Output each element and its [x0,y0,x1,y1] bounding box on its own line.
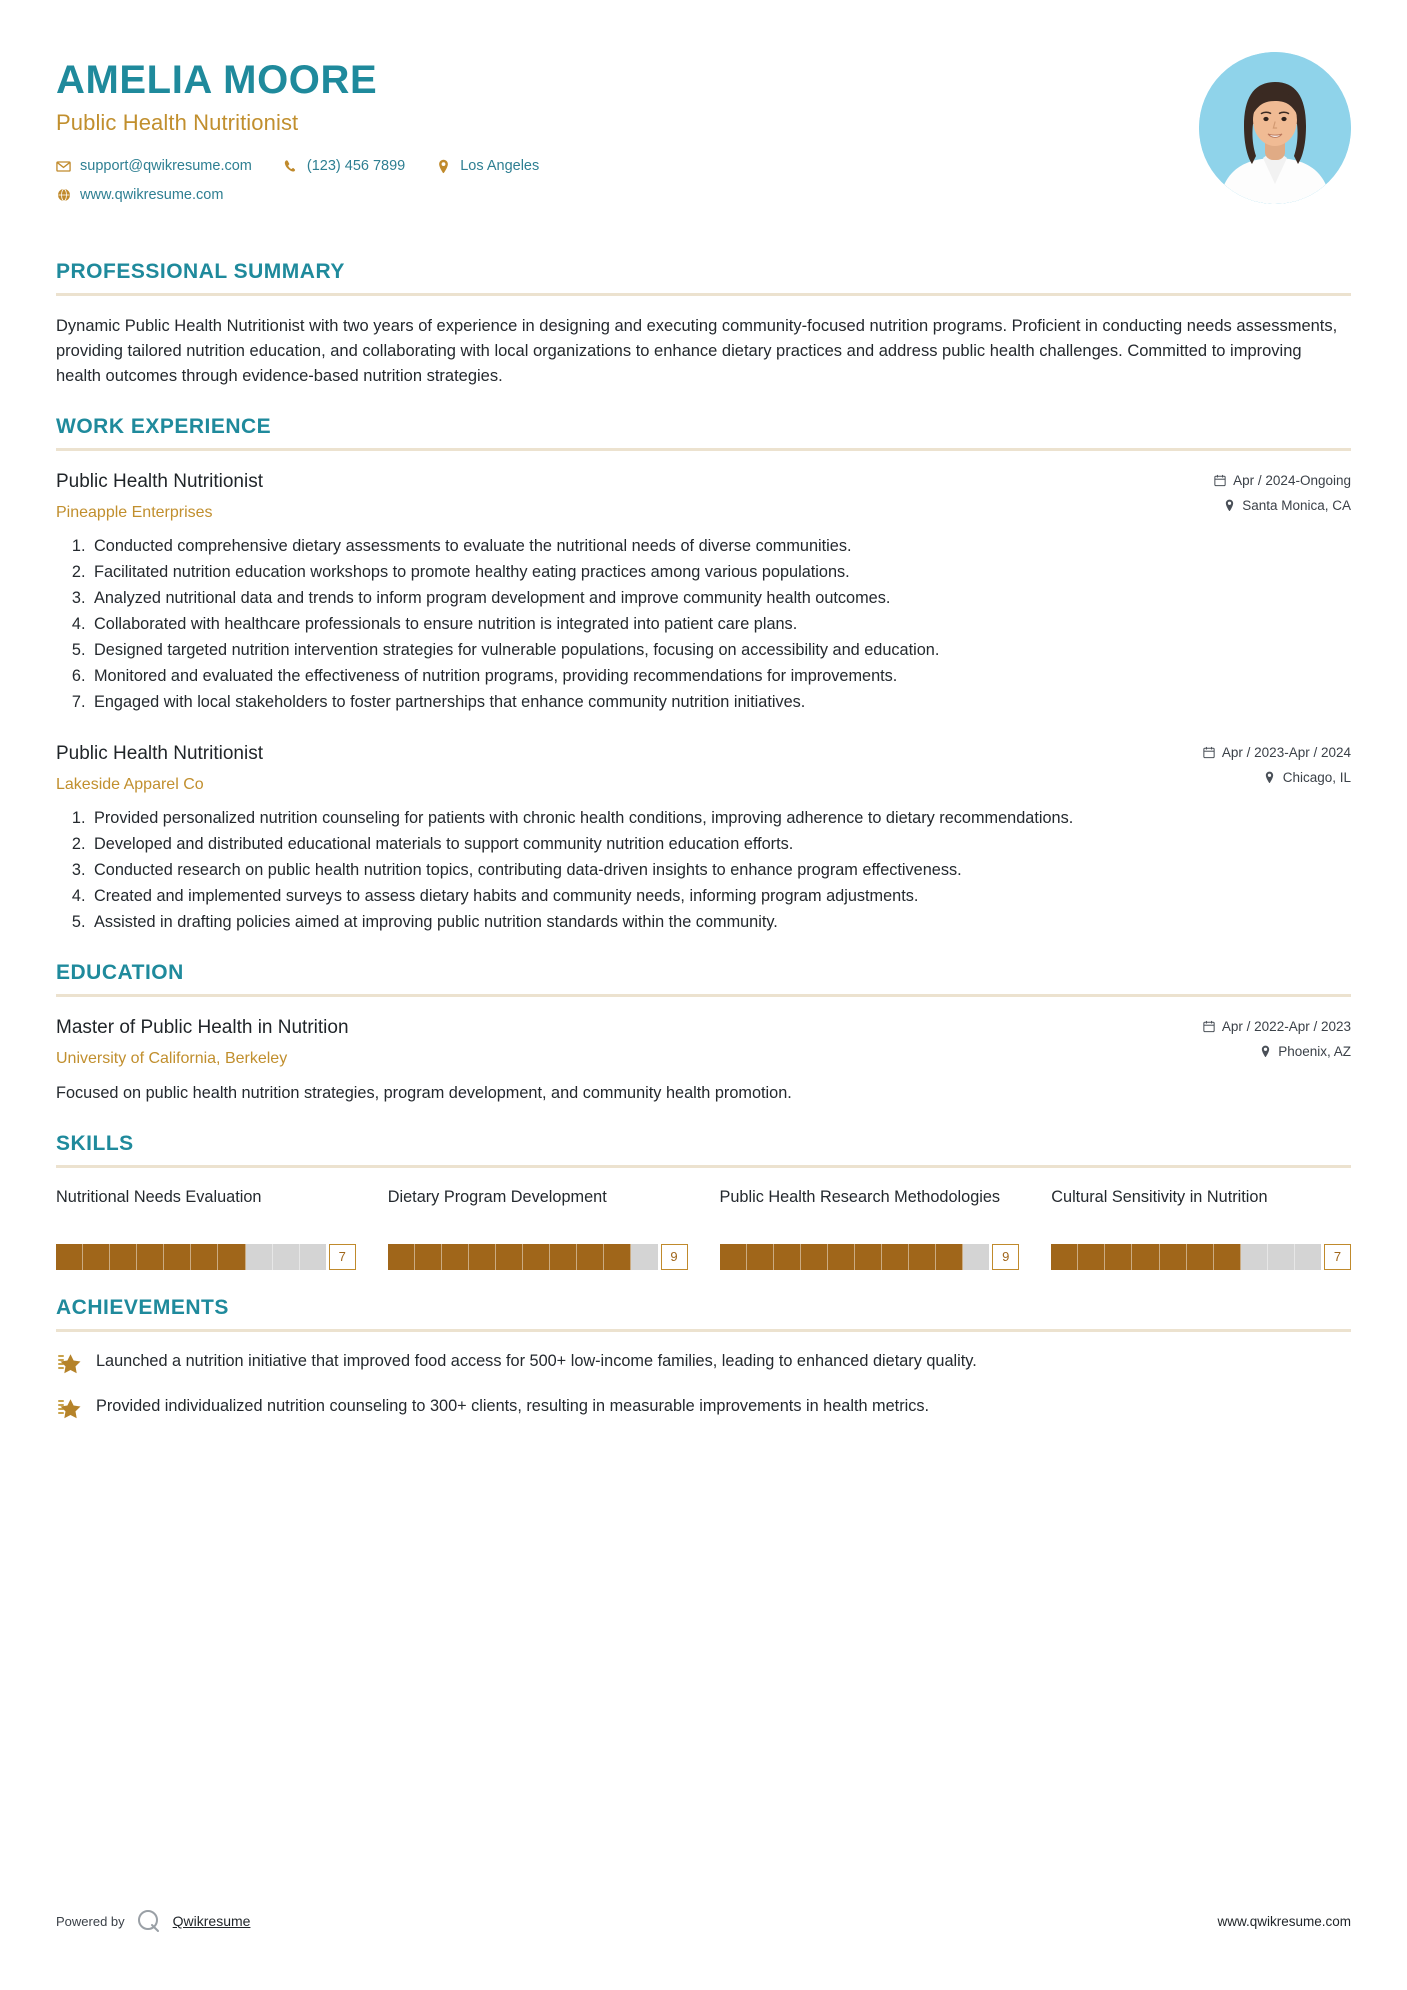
summary-text: Dynamic Public Health Nutritionist with two years of experience in designing and executing community-focused nutrition programs. Proficient in conducting needs assessments, providing tailored nutrition education, and collaborating with local organizations to enhance dietary practices and address public health challenges. Committed to improving health outcomes through evidence-based nutrition strategies. [56,317,1338,386]
contact-location-text: Los Angeles [460,158,540,174]
section-divider [56,1165,1351,1168]
education-entry-identity [56,1015,1203,1069]
skill-item [1051,1186,1351,1270]
skill-cell [631,1244,657,1270]
skill-rating-bar [1051,1244,1351,1270]
skill-track [1051,1244,1321,1270]
education-entry [56,1015,1351,1106]
work-organization: Pineapple Enterprises [56,503,213,521]
skill-cell [110,1244,137,1270]
calendar-icon [1203,746,1215,759]
section-divider [56,448,1351,451]
skill-cell [56,1244,83,1270]
work-bullet: 5. Designed targeted nutrition intervention strategies for vulnerable populations, focusing on accessibility and education. [90,639,1351,663]
skill-cell [720,1244,747,1270]
skill-cell [774,1244,801,1270]
skill-cell [164,1244,191,1270]
work-bullet: 2. Facilitated nutrition education workshops to promote healthy eating practices among various populations. [90,561,1351,585]
work-location-text: Chicago, IL [1282,770,1351,786]
section-title-education: EDUCATION [56,961,184,985]
skill-name: Cultural Sensitivity in Nutrition [1051,1187,1268,1206]
qwikresume-q-logo-icon [136,1908,162,1934]
education-dates-text: Apr / 2022-Apr / 2023 [1221,1019,1351,1035]
skill-item [56,1186,356,1270]
avatar [1199,52,1351,204]
skill-cell [1132,1244,1159,1270]
skill-cell [577,1244,604,1270]
contact-website[interactable] [56,187,223,203]
skill-cell [218,1244,245,1270]
section-divider [56,293,1351,296]
achievement-text: Launched a nutrition initiative that improved food access for 500+ low-income families, leading to enhanced dietary quality. [96,1351,977,1370]
skill-cell [604,1244,631,1270]
section-title-work: WORK EXPERIENCE [56,415,272,439]
footer-branding [56,1908,250,1934]
skill-cell [1160,1244,1187,1270]
skill-cell [137,1244,164,1270]
skill-cell [747,1244,774,1270]
skill-cell [83,1244,110,1270]
work-dates-row [1203,745,1351,760]
work-dates-row [1214,473,1351,488]
section-skills [56,1132,1351,1270]
skill-cell [1187,1244,1214,1270]
skill-cell [1105,1244,1132,1270]
section-achievements [56,1296,1351,1422]
map-pin-icon [436,159,451,174]
work-bullet: 3. Analyzed nutritional data and trends to inform program development and improve community health outcomes. [90,587,1351,611]
work-entry-meta [1214,469,1351,523]
work-bullet: 4. Created and implemented surveys to assess dietary habits and community needs, informing program adjustments. [90,885,1351,909]
work-bullet: 1. Provided personalized nutrition counseling for patients with chronic health conditions, improving adherence to dietary recommendations. [90,807,1351,831]
work-dates-text: Apr / 2024-Ongoing [1233,473,1351,489]
section-title-skills: SKILLS [56,1131,134,1155]
header-job-title: Public Health Nutritionist [56,110,299,135]
skill-cell [828,1244,855,1270]
contact-phone[interactable] [283,158,405,174]
skill-cell [442,1244,469,1270]
calendar-icon [1203,1020,1215,1033]
contact-details [56,158,561,203]
skill-cell [246,1244,273,1270]
section-title-achievements: ACHIEVEMENTS [56,1295,229,1319]
section-work-experience [56,415,1351,935]
work-entry-head [56,469,1351,523]
section-title-summary: PROFESSIONAL SUMMARY [56,260,345,283]
skill-score-badge: 7 [1324,1244,1351,1270]
contact-row-secondary [56,187,561,203]
skill-cell [1268,1244,1295,1270]
work-bullet: 5. Assisted in drafting policies aimed at improving public nutrition standards within the community. [90,911,1351,935]
skill-item [388,1186,688,1270]
skill-cell [273,1244,300,1270]
work-entry [56,741,1351,935]
skill-cell [855,1244,882,1270]
skill-cell [801,1244,828,1270]
education-dates-row [1203,1019,1351,1034]
work-role: Public Health Nutritionist [56,471,263,493]
skill-cell [469,1244,496,1270]
page-title: AMELIA MOORE [56,58,378,102]
skill-name: Public Health Research Methodologies [719,1187,1001,1206]
powered-by-label: Powered by [56,1913,125,1929]
skill-cell [550,1244,577,1270]
work-bullet: 7. Engaged with local stakeholders to foster partnerships that enhance community nutrition initiatives. [90,691,1351,715]
work-bullet: 6. Monitored and evaluated the effectiveness of nutrition programs, providing recommendations for improvements. [90,665,1351,689]
achievement-item [56,1350,1351,1377]
skill-cell [415,1244,442,1270]
education-school: University of California, Berkeley [56,1049,288,1067]
map-pin-icon [1264,771,1276,784]
skill-rating-bar [56,1244,356,1270]
work-dates-text: Apr / 2023-Apr / 2024 [1221,745,1351,761]
achievement-text: Provided individualized nutrition counseling to 300+ clients, resulting in measurable improvements in health metrics. [96,1396,930,1415]
skill-cell [300,1244,326,1270]
work-entry-identity [56,469,1214,523]
skill-track [720,1244,990,1270]
contact-row-primary [56,158,561,174]
work-location-text: Santa Monica, CA [1242,498,1351,514]
qwikresume-brand-link[interactable]: Qwikresume [172,1913,251,1929]
skill-cell [1051,1244,1078,1270]
skill-cell [191,1244,218,1270]
skill-cell [1214,1244,1241,1270]
work-role: Public Health Nutritionist [56,743,263,765]
star-badge-icon [56,1351,82,1377]
header-identity-block [56,52,561,216]
star-badge-icon [56,1396,82,1422]
work-bullet: 3. Conducted research on public health nutrition topics, contributing data-driven insights to enhance program effectiveness. [90,859,1351,883]
education-description: Focused on public health nutrition strategies, program development, and community health promotion. [56,1084,792,1103]
skill-score-badge: 9 [661,1244,688,1270]
skill-cell [909,1244,936,1270]
page-footer [56,1908,1351,1934]
skill-cell [936,1244,963,1270]
work-bullet: 2. Developed and distributed educational materials to support community nutrition education efforts. [90,833,1351,857]
envelope-icon [56,159,71,174]
skill-score-badge: 9 [992,1244,1019,1270]
section-professional-summary [56,260,1351,389]
contact-email-text: support@qwikresume.com [80,158,252,174]
skill-track [388,1244,658,1270]
work-entry-meta [1203,741,1351,795]
footer-url[interactable]: www.qwikresume.com [1217,1913,1351,1929]
skill-rating-bar [720,1244,1020,1270]
work-entry-head [56,741,1351,795]
skill-cell [882,1244,909,1270]
education-location-text: Phoenix, AZ [1278,1044,1351,1060]
achievement-item [56,1395,1351,1422]
map-pin-icon [1223,499,1235,512]
section-divider [56,1329,1351,1332]
skills-grid [56,1186,1351,1270]
map-pin-icon [1259,1045,1271,1058]
phone-icon [283,159,298,174]
skill-cell [523,1244,550,1270]
skill-score-badge: 7 [329,1244,356,1270]
work-bullet: 4. Collaborated with healthcare professionals to ensure nutrition is integrated into patient care plans. [90,613,1351,637]
skill-rating-bar [388,1244,688,1270]
education-entry-head [56,1015,1351,1069]
education-location-row [1203,1044,1351,1059]
skill-item [720,1186,1020,1270]
skill-cell [963,1244,989,1270]
section-divider [56,994,1351,997]
calendar-icon [1214,474,1226,487]
resume-header [56,52,1351,216]
work-entry [56,469,1351,715]
work-location-row [1203,770,1351,785]
skill-cell [1078,1244,1105,1270]
skill-track [56,1244,326,1270]
work-entry-identity [56,741,1203,795]
education-degree: Master of Public Health in Nutrition [56,1017,349,1039]
skill-cell [1241,1244,1268,1270]
contact-email[interactable] [56,158,252,174]
work-location-row [1214,498,1351,513]
education-entry-meta [1203,1015,1351,1069]
contact-website-text: www.qwikresume.com [80,187,224,203]
contact-location [436,158,539,174]
work-bullet: 1. Conducted comprehensive dietary assessments to evaluate the nutritional needs of diverse communities. [90,535,1351,559]
section-education [56,961,1351,1106]
globe-icon [56,188,71,203]
skill-cell [388,1244,415,1270]
work-bullets [56,535,1351,715]
skill-name: Dietary Program Development [387,1187,607,1206]
work-bullets [56,807,1351,935]
skill-cell [496,1244,523,1270]
skill-cell [1295,1244,1321,1270]
work-organization: Lakeside Apparel Co [56,775,204,793]
skill-name: Nutritional Needs Evaluation [56,1187,262,1206]
contact-phone-text: (123) 456 7899 [306,158,406,174]
